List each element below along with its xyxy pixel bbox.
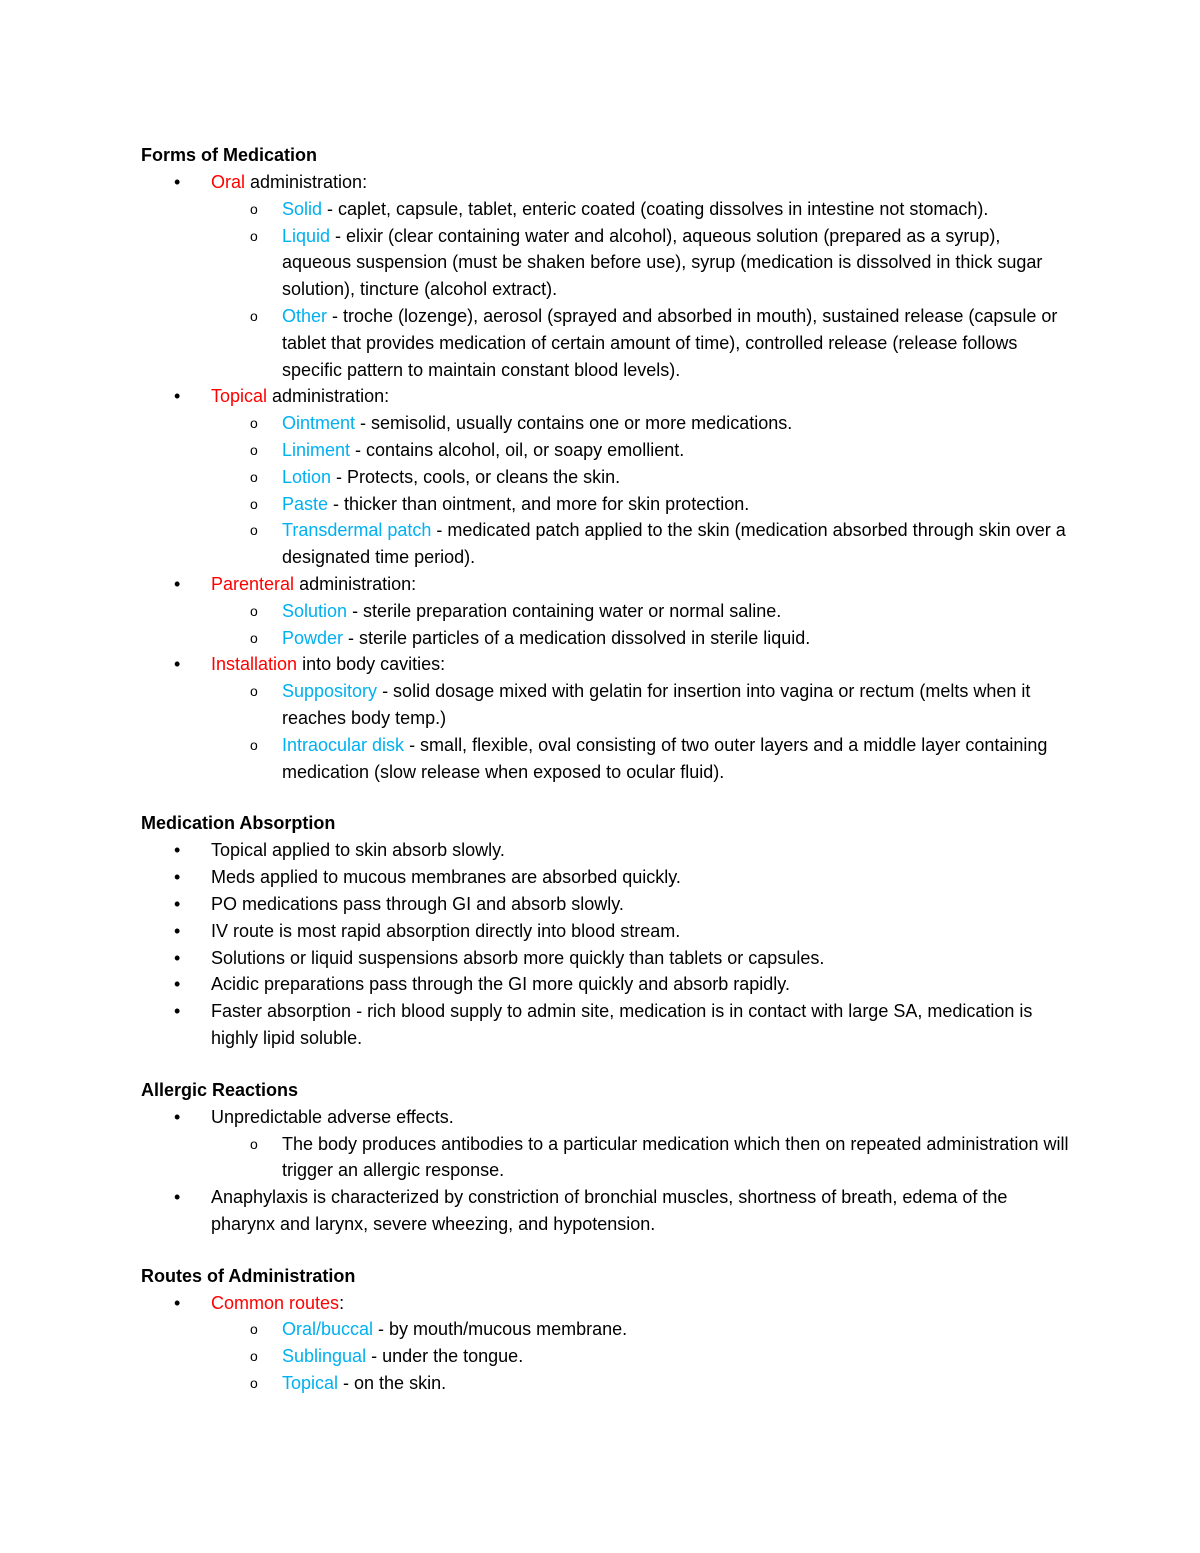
list-item <box>141 945 1071 972</box>
bullet-icon: • <box>174 654 181 675</box>
hollow-circle-icon: o <box>250 307 258 324</box>
sub-item-text: - on the skin. <box>338 1373 447 1394</box>
sub-list-item <box>211 437 1071 464</box>
sub-item-term: Other <box>282 305 328 326</box>
bullet-icon: • <box>174 1001 181 1022</box>
bullet-icon: • <box>174 947 181 968</box>
sub-item-text: - thicker than ointment, and more for skin protection. <box>328 493 750 514</box>
hollow-circle-icon: o <box>250 522 258 539</box>
list-item <box>141 864 1071 891</box>
hollow-circle-icon: o <box>250 629 258 646</box>
hollow-circle-icon: o <box>250 1348 258 1365</box>
sub-item-term: Solid <box>282 198 323 219</box>
item-text: Meds applied to mucous membranes are absorbed quickly. <box>211 867 681 888</box>
bullet-icon: • <box>174 172 181 192</box>
hollow-circle-icon: o <box>250 736 258 753</box>
list-item <box>141 918 1071 945</box>
sub-item-text: - medicated patch applied to the skin (medication absorbed through skin over a designated time period). <box>282 520 1066 568</box>
bullet-icon: • <box>174 840 181 861</box>
bullet-icon: • <box>174 1292 181 1313</box>
sub-item-text: - elixir (clear containing water and alcohol), aqueous solution (prepared as a syrup), aqueous suspension (must be shaken before use), syrup (medication is dissolved in thick sugar solution), tincture (alcohol extract). <box>282 225 1043 300</box>
item-lead-term: Topical <box>211 386 268 407</box>
sub-item-term: Oral/buccal <box>282 1319 374 1340</box>
item-text: Unpredictable adverse effects. <box>211 1106 454 1127</box>
sub-list-item <box>211 732 1071 786</box>
sub-item-text: - troche (lozenge), aerosol (sprayed and absorbed in mouth), sustained release (capsule or tablet that provides medication of certain amount of time), controlled release (release follows specific pattern to maintain constant blood levels). <box>282 305 1058 380</box>
bullet-list <box>141 169 1071 785</box>
list-item <box>141 1104 1071 1184</box>
sub-item-text: - solid dosage mixed with gelatin for insertion into vagina or rectum (melts when it reaches body temp.) <box>282 681 1031 728</box>
bullet-icon: • <box>174 867 181 888</box>
item-text: IV route is most rapid absorption directly into blood stream. <box>211 920 681 941</box>
item-text: : <box>339 1292 345 1313</box>
sub-list-item <box>211 1316 1071 1343</box>
sub-bullet-list <box>211 598 1071 652</box>
sub-list-item <box>211 303 1071 383</box>
section <box>141 142 1071 785</box>
bullet-icon: • <box>174 1187 181 1208</box>
list-item <box>141 998 1071 1052</box>
section <box>141 1263 1071 1397</box>
item-lead-term: Parenteral <box>211 573 295 594</box>
list-item <box>141 1290 1071 1397</box>
item-text: Topical applied to skin absorb slowly. <box>211 840 505 861</box>
list-item-text <box>211 867 681 887</box>
sub-item-term: Sublingual <box>282 1346 367 1367</box>
list-item-text <box>211 1187 1007 1234</box>
hollow-circle-icon: o <box>250 602 258 619</box>
list-item <box>141 169 1071 383</box>
bullet-icon: • <box>174 1106 181 1127</box>
bullet-list <box>141 1290 1071 1397</box>
sub-item-term: Solution <box>282 600 348 621</box>
bullet-icon: • <box>174 573 181 594</box>
sub-list-item <box>211 678 1071 732</box>
hollow-circle-icon: o <box>250 1375 258 1392</box>
item-text: Acidic preparations pass through the GI more quickly and absorb rapidly. <box>211 974 790 995</box>
sub-item-text: The body produces antibodies to a particular medication which then on repeated administration will trigger an allergic response. <box>282 1133 1069 1181</box>
sub-item-text: - caplet, capsule, tablet, enteric coated (coating dissolves in intestine not stomach). <box>322 198 989 219</box>
list-item <box>141 971 1071 998</box>
sub-item-term: Liniment <box>282 439 351 460</box>
sub-item-term: Transdermal patch <box>282 520 432 541</box>
list-item-text <box>211 974 790 994</box>
sub-list-item <box>211 598 1071 625</box>
list-item <box>141 837 1071 864</box>
bullet-icon: • <box>174 893 181 914</box>
sub-item-term: Suppository <box>282 681 378 702</box>
hollow-circle-icon: o <box>250 495 258 512</box>
sub-item-text: - under the tongue. <box>366 1346 524 1367</box>
item-lead-term: Installation <box>211 654 298 675</box>
list-item-text <box>211 840 505 860</box>
sub-list-item <box>211 517 1071 571</box>
sub-bullet-list <box>211 196 1071 384</box>
list-item <box>141 1184 1071 1238</box>
list-item-text <box>211 386 389 406</box>
section-heading: Medication Absorption <box>141 813 336 834</box>
item-text: Faster absorption - rich blood supply to admin site, medication is in contact with large SA, medication is highly lipid soluble. <box>211 1001 1033 1048</box>
document-page <box>141 142 1071 1422</box>
list-item-text <box>211 654 445 674</box>
bullet-icon: • <box>174 974 181 995</box>
bullet-list <box>141 1104 1071 1238</box>
sub-list-item <box>211 223 1071 303</box>
list-item-text <box>211 948 824 968</box>
sub-item-text: - semisolid, usually contains one or more medications. <box>355 413 793 434</box>
hollow-circle-icon: o <box>250 227 258 244</box>
hollow-circle-icon: o <box>250 1321 258 1338</box>
sub-item-term: Intraocular disk <box>282 734 405 755</box>
hollow-circle-icon: o <box>250 200 258 217</box>
item-text: Solutions or liquid suspensions absorb more quickly than tablets or capsules. <box>211 947 825 968</box>
section-heading: Routes of Administration <box>141 1265 356 1286</box>
sub-bullet-list <box>211 1131 1071 1185</box>
list-item-text <box>211 574 416 594</box>
sub-list-item <box>211 1343 1071 1370</box>
hollow-circle-icon: o <box>250 441 258 458</box>
list-item <box>141 651 1071 785</box>
sub-bullet-list <box>211 678 1071 785</box>
sub-item-term: Paste <box>282 493 329 514</box>
item-text: administration: <box>294 573 417 594</box>
list-item-text <box>211 172 367 192</box>
item-text: Anaphylaxis is characterized by constriction of bronchial muscles, shortness of breath, edema of the pharynx and larynx, severe wheezing, and hypotension. <box>211 1187 1008 1234</box>
item-lead-term: Oral <box>211 172 246 192</box>
section <box>141 810 1071 1051</box>
list-item <box>141 571 1071 651</box>
bullet-icon: • <box>174 386 181 407</box>
section <box>141 1077 1071 1238</box>
sub-list-item <box>211 464 1071 491</box>
sub-list-item <box>211 1131 1071 1185</box>
sub-item-term: Powder <box>282 627 344 648</box>
sub-item-term: Ointment <box>282 413 356 434</box>
item-text: administration: <box>245 172 368 192</box>
sub-list-item <box>211 1370 1071 1397</box>
sub-bullet-list <box>211 410 1071 571</box>
sub-item-text: - sterile preparation containing water or normal saline. <box>347 600 782 621</box>
list-item <box>141 383 1071 571</box>
sub-item-term: Topical <box>282 1373 339 1394</box>
hollow-circle-icon: o <box>250 415 258 432</box>
sub-item-text: - sterile particles of a medication dissolved in sterile liquid. <box>343 627 811 648</box>
list-item-text <box>211 1001 1032 1048</box>
list-item-text <box>211 1107 454 1127</box>
sub-list-item <box>211 196 1071 223</box>
sub-bullet-list <box>211 1316 1071 1396</box>
section-heading: Forms of Medication <box>141 145 318 165</box>
sub-item-text: - by mouth/mucous membrane. <box>373 1319 628 1340</box>
bullet-list <box>141 837 1071 1051</box>
sub-item-text: - contains alcohol, oil, or soapy emollient. <box>350 439 685 460</box>
hollow-circle-icon: o <box>250 468 258 485</box>
sub-item-term: Lotion <box>282 466 332 487</box>
item-text: into body cavities: <box>297 654 446 675</box>
section-heading: Allergic Reactions <box>141 1079 299 1100</box>
list-item-text <box>211 894 624 914</box>
sub-item-text: - Protects, cools, or cleans the skin. <box>331 466 621 487</box>
sub-item-text: - small, flexible, oval consisting of two outer layers and a middle layer containing medication (slow release when exposed to ocular fluid). <box>282 734 1048 782</box>
list-item-text <box>211 1293 344 1313</box>
hollow-circle-icon: o <box>250 683 258 700</box>
sub-list-item <box>211 491 1071 518</box>
hollow-circle-icon: o <box>250 1135 258 1152</box>
bullet-icon: • <box>174 920 181 941</box>
item-text: PO medications pass through GI and absorb slowly. <box>211 893 624 914</box>
sub-item-term: Liquid <box>282 225 331 246</box>
sub-list-item <box>211 410 1071 437</box>
list-item-text <box>211 921 680 941</box>
list-item <box>141 891 1071 918</box>
sub-list-item <box>211 625 1071 652</box>
item-text: administration: <box>267 386 390 407</box>
item-lead-term: Common routes <box>211 1292 340 1313</box>
